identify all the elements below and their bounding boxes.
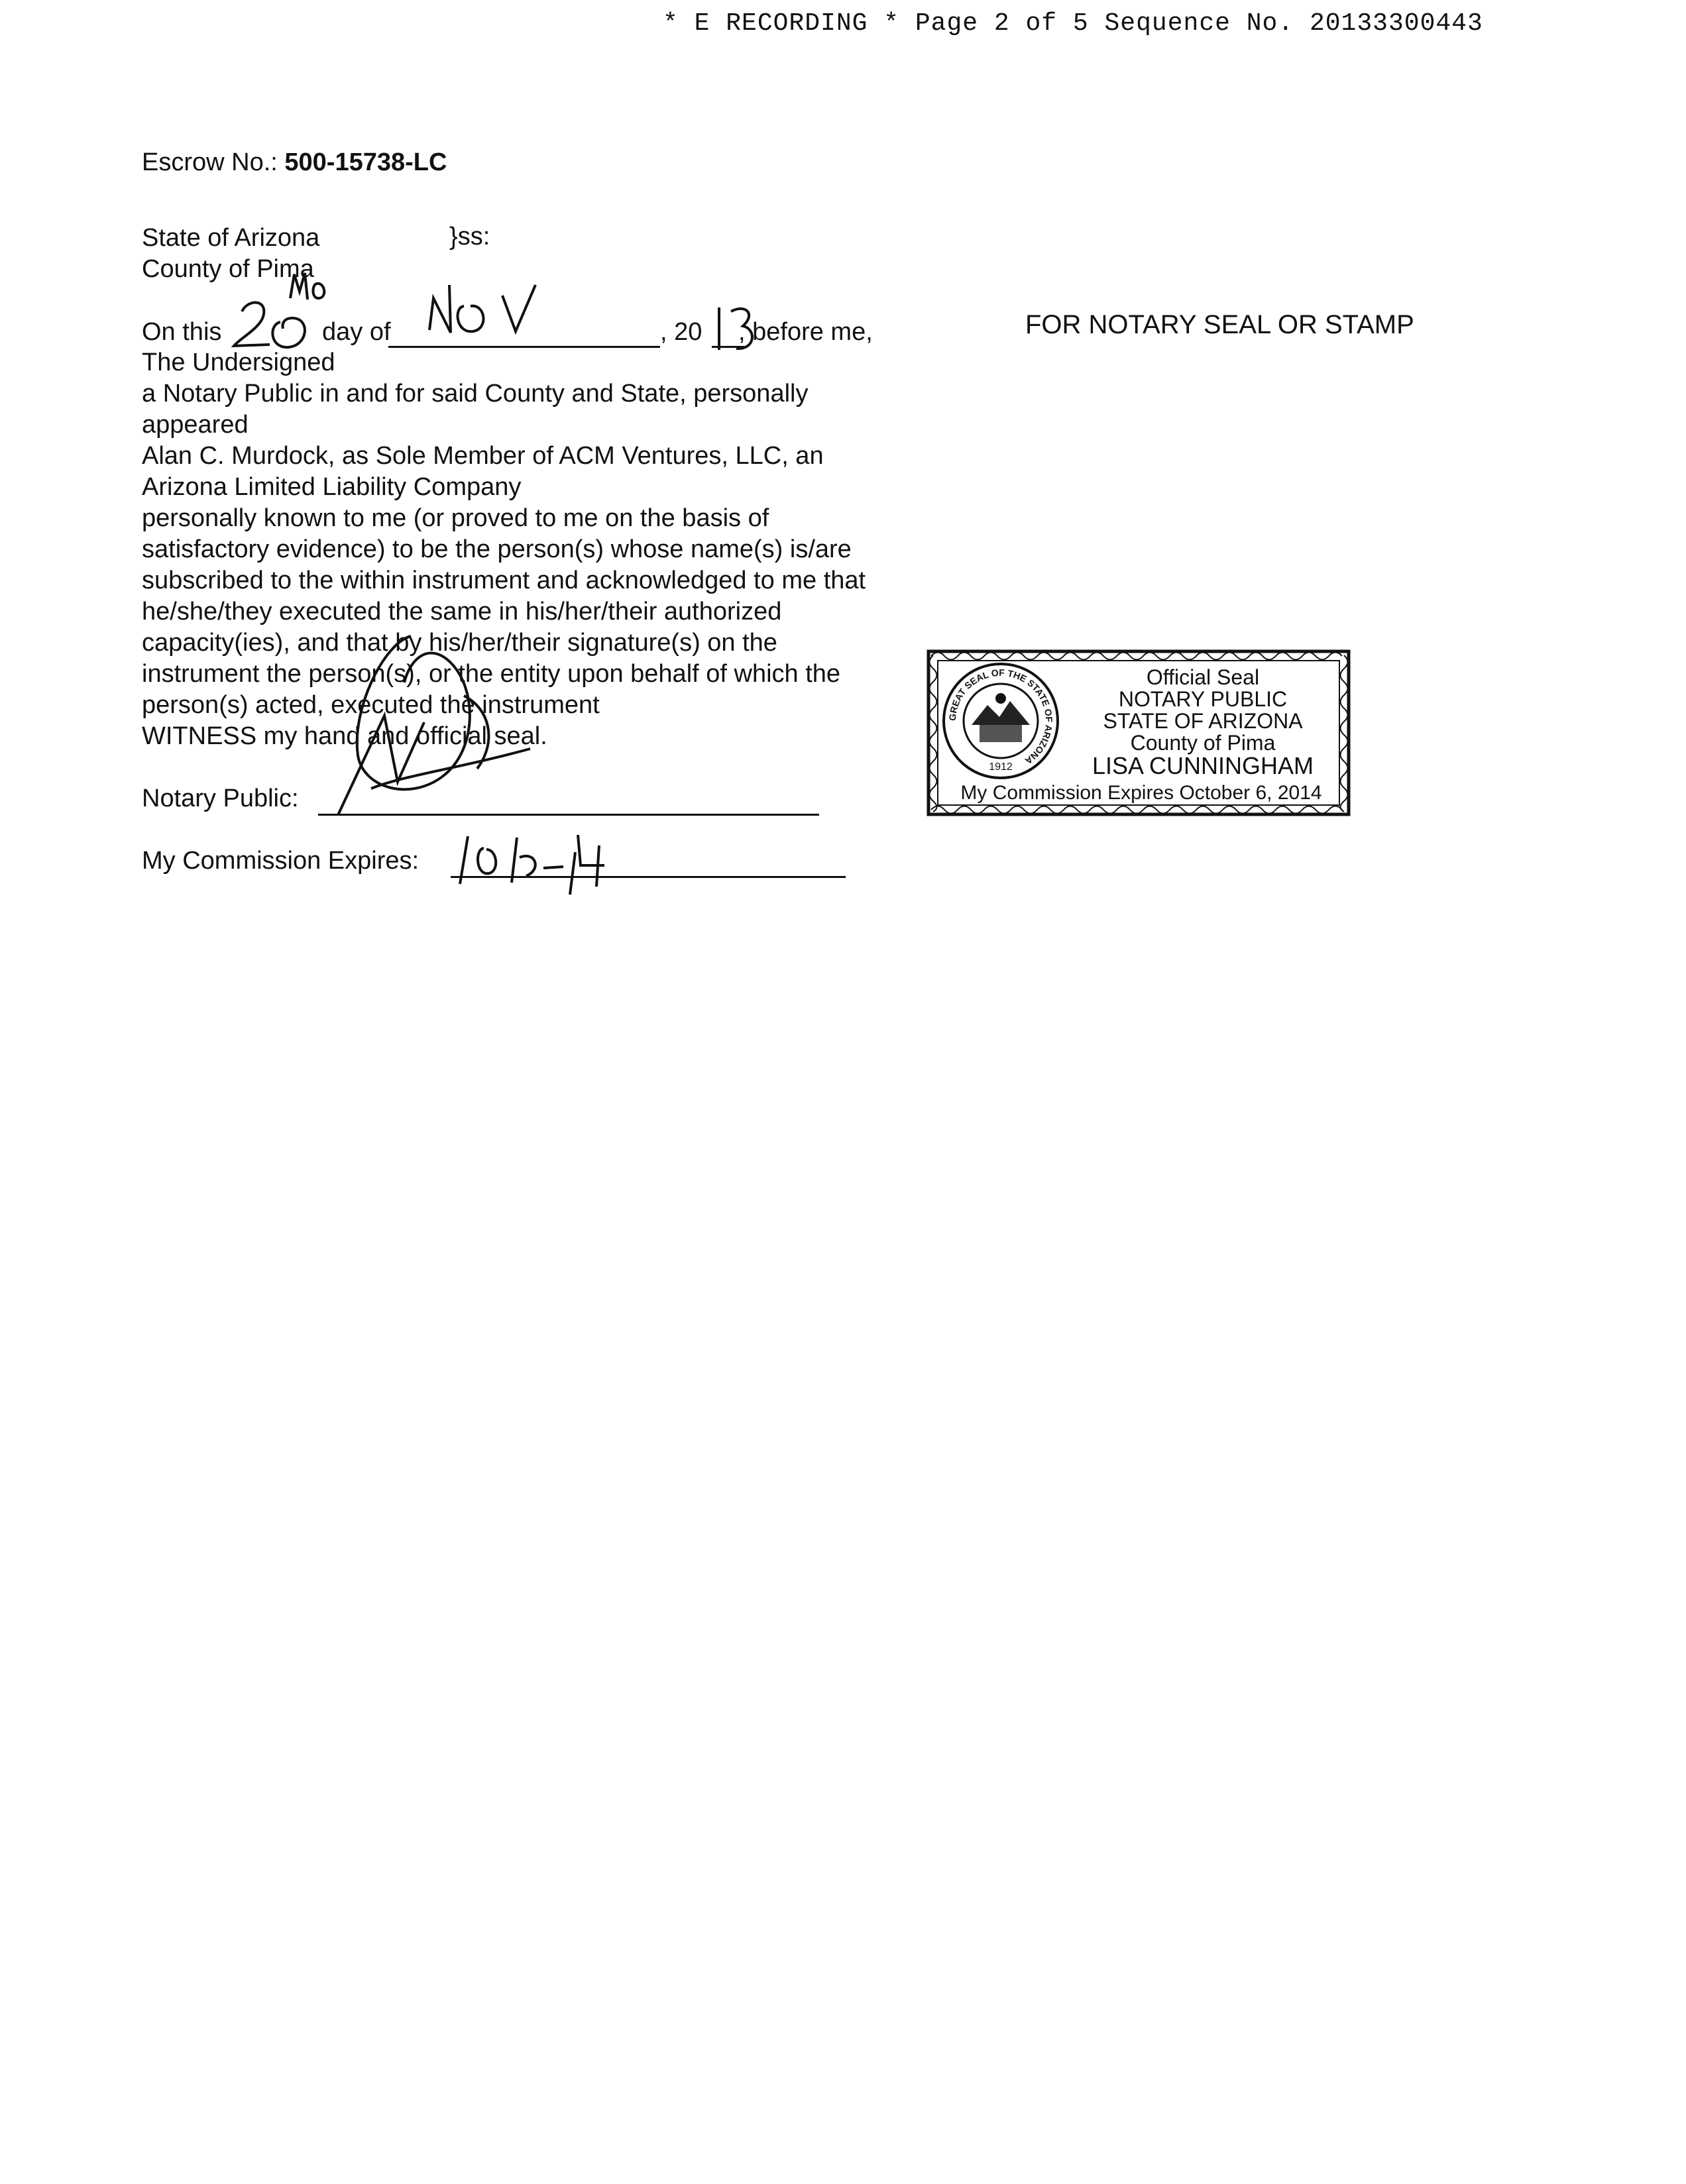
commission-expires-label: My Commission Expires: <box>142 847 420 875</box>
day-of-text: day of <box>322 318 391 346</box>
before-me-text: , before me, <box>738 318 873 346</box>
seal-emblem-text: GREAT SEAL OF THE STATE OF ARIZONA <box>946 667 1055 767</box>
recording-header: * E RECORDING * Page 2 of 5 Sequence No. 20133300443 <box>663 9 1483 38</box>
month-handwriting <box>424 272 563 345</box>
seal-area-label: FOR NOTARY SEAL OR STAMP <box>1025 310 1414 339</box>
on-this-text: On this <box>142 318 222 346</box>
acknowledgment-paragraph <box>142 347 1003 752</box>
ack-line: person(s) acted, executed the instrument <box>142 691 600 719</box>
ack-line: personally known to me (or proved to me on the basis of <box>142 504 769 532</box>
stamp-line-county: County of Pima <box>1130 731 1276 755</box>
ack-line: subscribed to the within instrument and acknowledged to me that <box>142 567 866 594</box>
stamp-line-official-seal: Official Seal <box>1146 665 1260 689</box>
day-handwriting <box>229 292 321 355</box>
ack-line: Arizona Limited Liability Company <box>142 473 522 501</box>
ack-line: appeared <box>142 411 249 439</box>
seal-emblem-year: 1912 <box>989 761 1013 773</box>
ack-line: instrument the person(s), or the entity upon behalf of which the <box>142 660 841 688</box>
escrow-number: 500-15738-LC <box>284 148 447 176</box>
stamp-line-notary-name: LISA CUNNINGHAM <box>1092 752 1314 779</box>
arizona-state-seal-emblem <box>941 661 1060 781</box>
venue-state: State of Arizona <box>142 224 320 252</box>
stamp-line-notary-public: NOTARY PUBLIC <box>1118 687 1288 711</box>
ack-line: he/she/they executed the same in his/her/their authorized <box>142 598 782 626</box>
ack-line: capacity(ies), and that by his/her/their signature(s) on the <box>142 629 777 657</box>
venue-county: County of Pima <box>142 255 314 283</box>
year-prefix-text: , 20 <box>660 318 702 346</box>
ack-line: The Undersigned <box>142 349 335 376</box>
commission-date-handwriting <box>451 826 623 899</box>
ack-line: Alan C. Murdock, as Sole Member of ACM Ventures, LLC, an <box>142 442 824 470</box>
stamp-line-state: STATE OF ARIZONA <box>1103 709 1303 733</box>
ack-line: a Notary Public in and for said County and State, personally <box>142 380 809 408</box>
stamp-text <box>1060 667 1345 778</box>
ack-line: satisfactory evidence) to be the person(s) whose name(s) is/are <box>142 535 852 563</box>
escrow-label: Escrow No.: <box>142 148 278 176</box>
notary-public-label: Notary Public: <box>142 785 299 812</box>
stamp-line-commission: My Commission Expires October 6, 2014 <box>960 782 1322 804</box>
venue-ss: }ss: <box>449 223 490 250</box>
notary-signature <box>311 616 550 828</box>
escrow-line <box>142 147 447 178</box>
ack-line: WITNESS my hand and official seal. <box>142 722 547 750</box>
